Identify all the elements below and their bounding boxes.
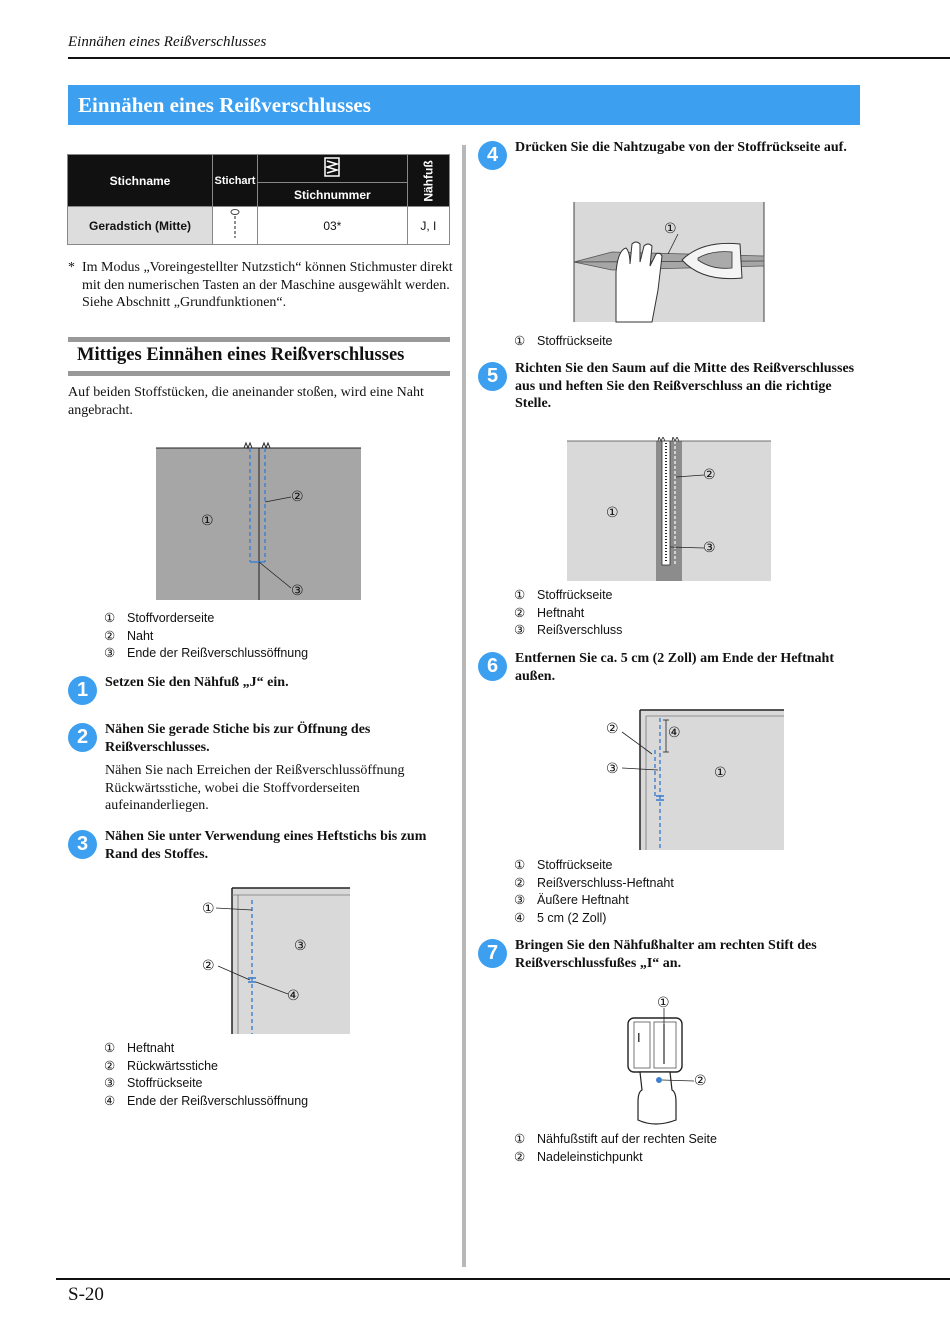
- subsection-title: Mittiges Einnähen eines Reißverschlusses: [77, 345, 405, 365]
- callout-4: ④: [287, 987, 300, 1003]
- col-header-icon: [258, 155, 408, 183]
- figure-basting-stitch: [196, 886, 352, 1036]
- figure-press-seam: [572, 200, 766, 324]
- step-heading: Drücken Sie die Nahtzugabe von der Stoffrückseite auf.: [515, 140, 847, 155]
- step-heading: Richten Sie den Saum auf die Mitte des Reißverschlusses aus und heften Sie den Reißverschluss an die richtige Stelle.: [515, 361, 855, 411]
- figure4-legend: [514, 333, 613, 351]
- legend-item: ① Stoffrückseite: [514, 334, 613, 348]
- legend-item: ① Nähfußstift auf der rechten Seite: [514, 1132, 717, 1146]
- callout-2: ②: [202, 957, 215, 973]
- step-body: Nähen Sie nach Erreichen der Reißverschlussöffnung Rückwärtsstiche, wobei die Stoffvorderseiten aufeinanderliegen.: [105, 763, 405, 813]
- callout-3: ③: [294, 937, 307, 953]
- footer-rule: [56, 1278, 950, 1280]
- step-heading: Bringen Sie den Nähfußhalter am rechten Stift des Reißverschlussfußes „I“ an.: [515, 938, 817, 971]
- step-number-badge: 7: [478, 939, 507, 968]
- col-header-foot: Nähfuß: [407, 155, 449, 207]
- subsection-intro: Auf beiden Stoffstücken, die aneinander stoßen, wird eine Naht angebracht.: [68, 385, 424, 418]
- callout-2: ②: [694, 1072, 707, 1088]
- col-header-stitch-number: Stichnummer: [258, 183, 408, 207]
- figure-baste-zipper: [566, 437, 772, 581]
- step-5: [478, 360, 860, 413]
- callout-3: ③: [703, 539, 716, 555]
- legend-item: ③ Ende der Reißverschlussöffnung: [104, 646, 309, 660]
- legend-item: ④ 5 cm (2 Zoll): [514, 910, 607, 925]
- step-number-badge: 2: [68, 723, 97, 752]
- stitch-table: [67, 154, 450, 245]
- figure1-legend: [104, 610, 308, 663]
- foot-letter: I: [637, 1030, 641, 1045]
- legend-item: ② Heftnaht: [514, 605, 585, 620]
- callout-2: ②: [291, 488, 304, 504]
- legend-item: ② Nadeleinstichpunkt: [514, 1149, 643, 1164]
- step-4: [478, 139, 860, 166]
- step-number-badge: 4: [478, 141, 507, 170]
- figure5-legend: [514, 587, 622, 640]
- callout-1: ①: [606, 504, 619, 520]
- step-number-badge: 5: [478, 362, 507, 391]
- straight-stitch-icon: [229, 229, 241, 243]
- step-heading: Nähen Sie gerade Stiche bis zur Öffnung des Reißverschlusses.: [105, 722, 371, 755]
- step-6: [478, 650, 860, 685]
- col-header-stitch-name: Stichname: [68, 155, 213, 207]
- step-number-badge: 3: [68, 830, 97, 859]
- callout-1: ①: [657, 994, 670, 1010]
- figure-zipper-foot: [620, 994, 720, 1128]
- legend-item: ① Stoffrückseite: [514, 858, 613, 872]
- callout-1: ①: [201, 512, 214, 528]
- legend-item: ③ Reißverschluss: [514, 623, 623, 637]
- legend-item: ② Rückwärtsstiche: [104, 1058, 218, 1073]
- step-1: [68, 674, 453, 701]
- callout-3: ③: [606, 760, 619, 776]
- step-number-badge: 1: [68, 676, 97, 705]
- col-header-stitch-type: Stichart: [213, 155, 258, 207]
- callout-4: ④: [668, 724, 681, 740]
- figure7-legend: [514, 1131, 717, 1166]
- step-2: [68, 721, 453, 815]
- step-7: [478, 937, 860, 972]
- callout-1: ①: [202, 900, 215, 916]
- step-heading: Entfernen Sie ca. 5 cm (2 Zoll) am Ende der Heftnaht außen.: [515, 651, 834, 684]
- step-heading: Setzen Sie den Nähfuß „J“ ein.: [105, 675, 289, 690]
- callout-2: ②: [606, 720, 619, 736]
- presser-foot-cell: J, I: [407, 207, 449, 245]
- table-row: [68, 207, 450, 245]
- figure6-legend: [514, 857, 674, 927]
- figure-remove-basting: [600, 706, 786, 852]
- running-header: Einnähen eines Reißverschlusses: [68, 34, 267, 50]
- legend-item: ① Stoffrückseite: [514, 588, 613, 602]
- callout-3: ③: [291, 582, 304, 598]
- legend-item: ① Heftnaht: [104, 1041, 175, 1055]
- callout-1: ①: [714, 764, 727, 780]
- stitch-name-cell: Geradstich (Mitte): [68, 207, 213, 245]
- step-number-badge: 6: [478, 652, 507, 681]
- step-3: [68, 828, 453, 863]
- page-number: S-20: [68, 1284, 104, 1305]
- stitch-number-cell: 03*: [258, 207, 408, 245]
- figure-center-seam: [155, 440, 362, 602]
- header-rule: [68, 57, 950, 59]
- legend-item: ② Naht: [104, 628, 154, 643]
- legend-item: ③ Äußere Heftnaht: [514, 893, 629, 907]
- legend-item: ② Reißverschluss-Heftnaht: [514, 875, 674, 890]
- subsection-rule-top: [68, 337, 450, 342]
- legend-item: ③ Stoffrückseite: [104, 1076, 203, 1090]
- legend-item: ① Stoffvorderseite: [104, 611, 215, 625]
- column-divider: [462, 145, 466, 1267]
- legend-item: ④ Ende der Reißverschlussöffnung: [104, 1093, 309, 1108]
- table-footnote: * Im Modus „Voreingestellter Nutzstich“ können Stichmuster direkt mit den numerischen Tasten an der Maschine ausgewählt werden. Siehe Abschnitt „Grundfunktionen“.: [68, 260, 453, 310]
- stitch-type-cell: [213, 207, 258, 245]
- section-title: Einnähen eines Reißverschlusses: [68, 85, 860, 125]
- callout-1: ①: [664, 220, 677, 236]
- callout-2: ②: [703, 466, 716, 482]
- subsection-rule-bottom: [68, 371, 450, 376]
- zigzag-stitch-icon: [324, 166, 340, 180]
- figure3-legend: [104, 1040, 308, 1110]
- step-heading: Nähen Sie unter Verwendung eines Heftstichs bis zum Rand des Stoffes.: [105, 829, 427, 862]
